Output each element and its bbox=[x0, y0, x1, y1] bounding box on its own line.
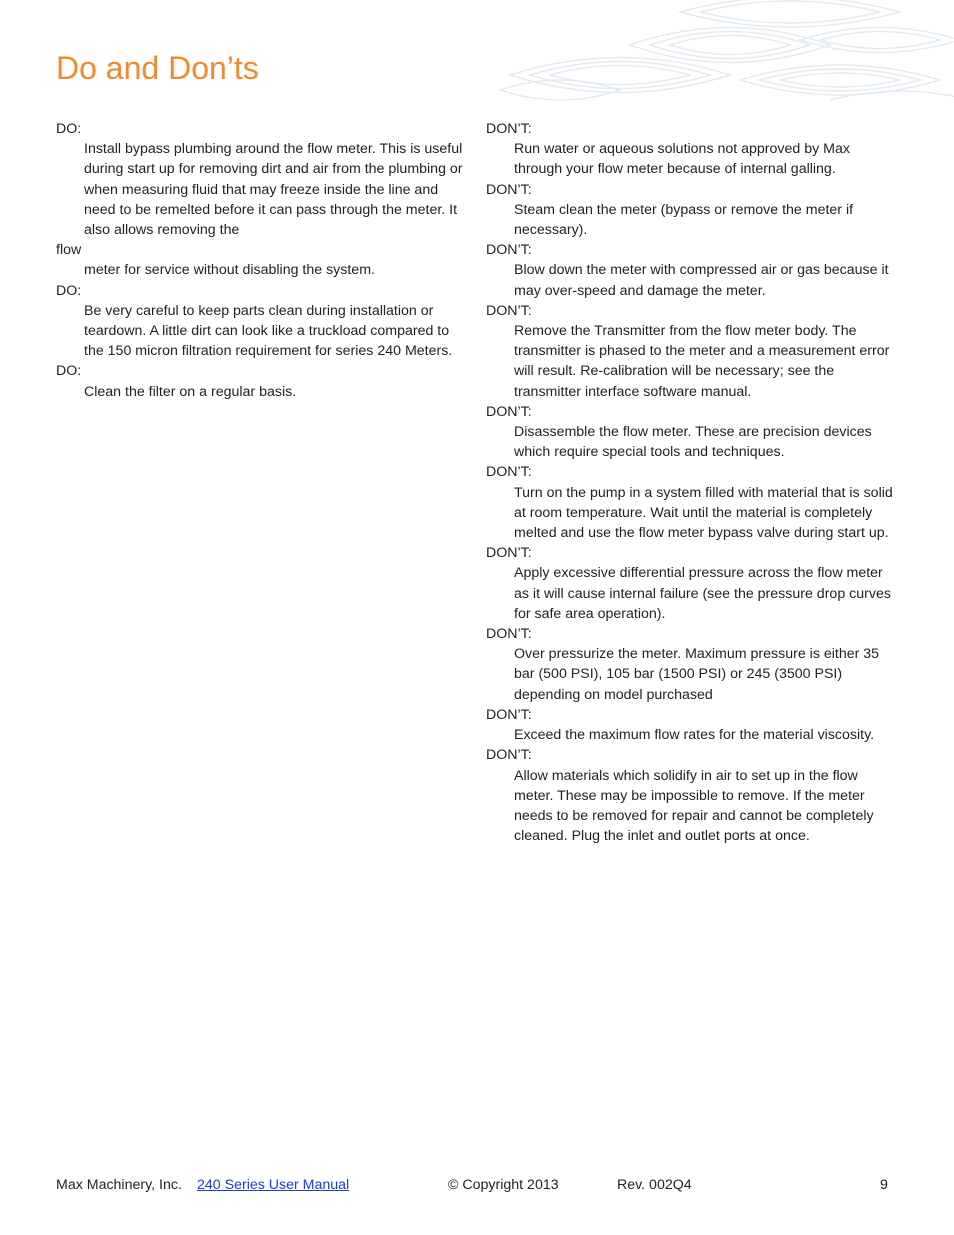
footer-company: Max Machinery, Inc. bbox=[56, 1177, 182, 1193]
dont-label: DON’T: bbox=[486, 302, 532, 319]
item-text: Disassemble the flow meter. These are precision devices which require special tools and techniques. bbox=[514, 424, 872, 461]
list-item bbox=[56, 361, 468, 401]
item-text: Remove the Transmitter from the flow meter body. The transmitter is phased to the meter and a measurement error will result. Re-calibration will be necessary; see the transmitter interface software manual. bbox=[514, 323, 890, 400]
item-text: Blow down the meter with compressed air or gas because it may over-speed and damage the meter. bbox=[514, 262, 889, 299]
do-list bbox=[56, 119, 468, 402]
dont-label: DON’T: bbox=[486, 706, 532, 723]
manual-link[interactable]: 240 Series User Manual bbox=[197, 1177, 350, 1193]
page-footer bbox=[0, 1175, 954, 1197]
list-item bbox=[486, 705, 901, 745]
list-item bbox=[486, 180, 901, 241]
dont-label: DON’T: bbox=[486, 121, 532, 137]
list-item bbox=[486, 240, 901, 301]
do-label: DO: bbox=[56, 282, 82, 299]
item-text: Exceed the maximum flow rates for the material viscosity. bbox=[514, 727, 875, 744]
dont-label: DON’T: bbox=[486, 747, 532, 764]
list-item bbox=[486, 745, 901, 846]
do-label: DO: bbox=[56, 121, 82, 137]
decorative-wave-pattern-icon bbox=[500, 0, 954, 110]
item-text: Be very careful to keep parts clean during installation or teardown. A little dirt can look like a truckload compared to the 150 micron filtration requirement for series 240 Meters. bbox=[84, 302, 453, 360]
list-item bbox=[486, 462, 901, 543]
list-item bbox=[486, 301, 901, 402]
list-item bbox=[486, 119, 901, 180]
do-label: DO: bbox=[56, 363, 82, 380]
item-text-continuation: meter for service without disabling the system. bbox=[84, 262, 375, 279]
item-text: Steam clean the meter (bypass or remove the meter if necessary). bbox=[514, 201, 854, 239]
dont-label: DON’T: bbox=[486, 545, 532, 562]
item-text: Install bypass plumbing around the flow meter. This is useful during start up for removing dirt and air from the plumbing or when measuring fluid that may freeze inside the line and need to be remelted before it can pass through the meter. It also allows removing the bbox=[84, 141, 463, 239]
item-text: Over pressurize the meter. Maximum pressure is either 35 bar (500 PSI), 105 bar (1500 PSI) or 245 (3500 PSI) depending on model purchased bbox=[514, 646, 880, 703]
item-text: Allow materials which solidify in air to set up in the flow meter. These may be impossible to remove. If the meter needs to be removed for repair and cannot be completely cleaned. Plug the inlet and outlet ports at once. bbox=[514, 767, 874, 845]
list-item bbox=[56, 119, 468, 281]
list-item bbox=[56, 281, 468, 362]
dont-label: DON’T: bbox=[486, 403, 532, 420]
footer-copyright: © Copyright 2013 bbox=[448, 1177, 559, 1193]
item-text-wrap: flow bbox=[56, 242, 82, 259]
list-item bbox=[486, 624, 901, 705]
dont-label: DON’T: bbox=[486, 464, 532, 481]
item-text: Apply excessive differential pressure across the flow meter as it will cause internal failure (see the pressure drop curves for safe area operation). bbox=[514, 565, 891, 622]
item-text: Clean the filter on a regular basis. bbox=[84, 383, 297, 400]
list-item bbox=[486, 402, 901, 463]
dont-label: DON’T: bbox=[486, 242, 532, 259]
list-item bbox=[486, 543, 901, 624]
page-number: 9 bbox=[880, 1177, 888, 1193]
footer-revision: Rev. 002Q4 bbox=[617, 1177, 692, 1193]
item-text: Run water or aqueous solutions not approved by Max through your flow meter because of internal galling. bbox=[514, 141, 850, 178]
dont-list bbox=[486, 119, 901, 846]
page-title: Do and Don’ts bbox=[56, 50, 259, 86]
item-text: Turn on the pump in a system filled with material that is solid at room temperature. Wait until the material is completely melted and use the flow meter bypass valve during start up. bbox=[514, 484, 893, 542]
dont-label: DON’T: bbox=[486, 181, 532, 198]
dont-label: DON’T: bbox=[486, 626, 532, 643]
